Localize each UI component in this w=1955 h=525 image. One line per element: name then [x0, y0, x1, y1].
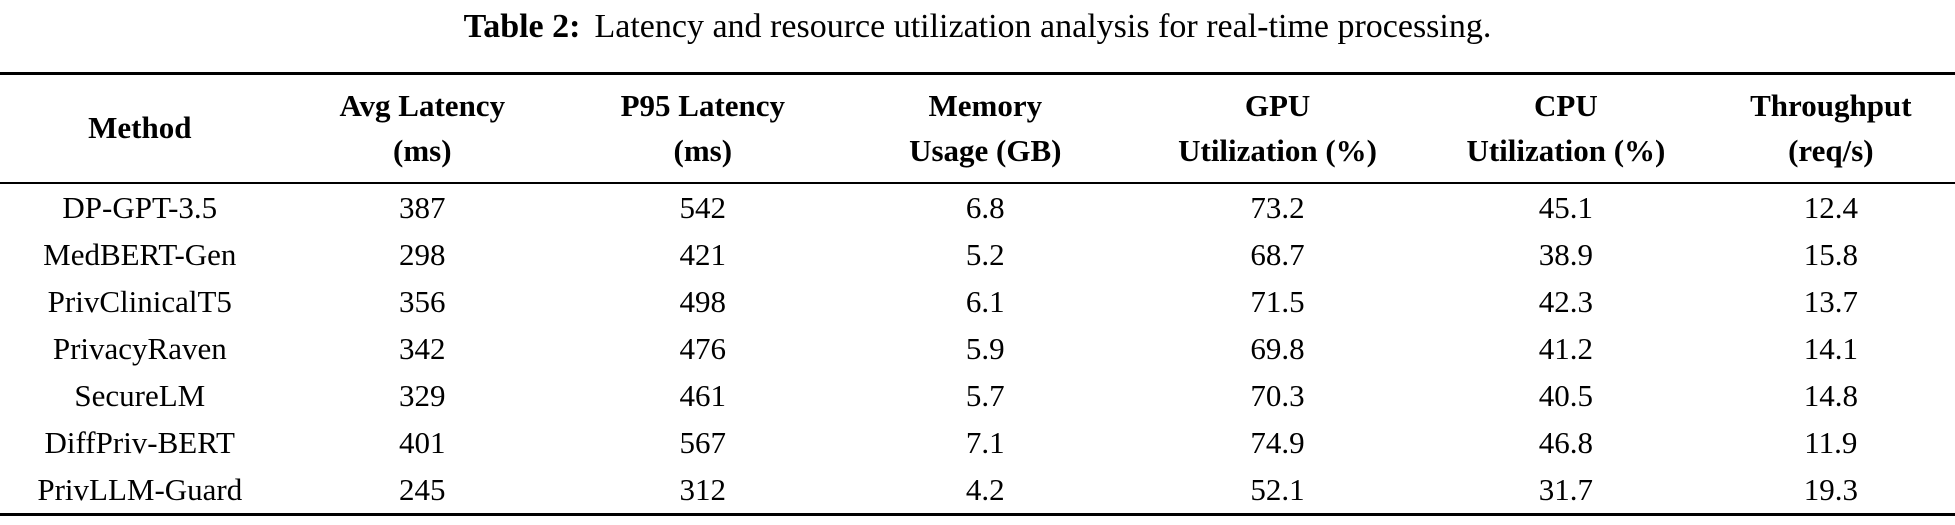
- value-cell: 5.2: [965, 237, 1005, 272]
- method-cell: PrivClinicalT5: [47, 284, 232, 319]
- col-header-line: Memory: [928, 88, 1043, 124]
- method-cell: MedBERT-Gen: [43, 237, 237, 272]
- col-header-line: Method: [88, 110, 192, 146]
- header-row: [0, 74, 1955, 184]
- col-header-line: (ms): [393, 132, 452, 168]
- value-cell: 6.1: [965, 284, 1005, 319]
- latency-resource-table: [0, 72, 1955, 516]
- caption-label: Table 2:: [463, 8, 581, 45]
- value-cell: 312: [679, 472, 727, 507]
- value-cell: 542: [679, 190, 727, 225]
- method-cell: PrivacyRaven: [52, 331, 227, 366]
- col-header-line: Throughput: [1750, 88, 1912, 124]
- value-cell: 11.9: [1804, 425, 1858, 460]
- table-caption: [0, 0, 1955, 72]
- col-header-p95-latency: [565, 74, 841, 184]
- value-cell: 71.5: [1250, 284, 1305, 319]
- value-cell: 5.9: [965, 331, 1005, 366]
- value-cell: 74.9: [1250, 425, 1305, 460]
- value-cell: 356: [399, 284, 446, 319]
- value-cell: 498: [679, 284, 727, 319]
- value-cell: 14.8: [1803, 378, 1858, 413]
- value-cell: 401: [399, 425, 446, 460]
- col-header-line: (ms): [673, 132, 733, 168]
- value-cell: 14.1: [1803, 331, 1858, 366]
- col-header-line: Utilization (%): [1178, 132, 1377, 168]
- col-header-line: Avg Latency: [339, 88, 506, 124]
- value-cell: 45.1: [1538, 190, 1594, 225]
- col-header-throughput: [1707, 74, 1955, 184]
- method-cell: SecureLM: [74, 378, 206, 413]
- value-cell: 298: [399, 237, 446, 272]
- table-row: [0, 278, 1955, 325]
- value-cell: 38.9: [1538, 237, 1594, 272]
- col-header-method: [0, 74, 280, 184]
- value-cell: 567: [679, 425, 727, 460]
- value-cell: 40.5: [1538, 378, 1594, 413]
- value-cell: 68.7: [1250, 237, 1305, 272]
- col-header-line: CPU: [1534, 88, 1598, 124]
- value-cell: 6.8: [965, 190, 1005, 225]
- value-cell: 387: [399, 190, 446, 225]
- value-cell: 69.8: [1250, 331, 1305, 366]
- value-cell: 73.2: [1250, 190, 1305, 225]
- value-cell: 15.8: [1803, 237, 1858, 272]
- value-cell: 7.1: [965, 425, 1005, 460]
- method-cell: PrivLLM-Guard: [37, 472, 243, 507]
- value-cell: 52.1: [1250, 472, 1305, 507]
- value-cell: 329: [399, 378, 446, 413]
- table-row: [0, 466, 1955, 515]
- caption-text: Latency and resource utilization analysis for real-time processing.: [594, 8, 1492, 45]
- col-header-line: P95 Latency: [620, 88, 786, 124]
- col-header-line: (req/s): [1788, 132, 1874, 168]
- col-header-line: GPU: [1244, 88, 1311, 124]
- value-cell: 46.8: [1538, 425, 1594, 460]
- value-cell: 4.2: [965, 472, 1005, 507]
- value-cell: 421: [679, 237, 727, 272]
- col-header-line: Utilization (%): [1466, 132, 1666, 168]
- table-row: [0, 325, 1955, 372]
- value-cell: 461: [679, 378, 727, 413]
- table-row: [0, 419, 1955, 466]
- value-cell: 13.7: [1803, 284, 1858, 319]
- value-cell: 42.3: [1538, 284, 1594, 319]
- col-header-avg-latency: [280, 74, 565, 184]
- value-cell: 19.3: [1803, 472, 1858, 507]
- value-cell: 342: [399, 331, 446, 366]
- value-cell: 245: [399, 472, 446, 507]
- value-cell: 70.3: [1250, 378, 1305, 413]
- value-cell: 31.7: [1538, 472, 1594, 507]
- table-row: [0, 231, 1955, 278]
- value-cell: 476: [679, 331, 727, 366]
- col-header-gpu-utilization: [1130, 74, 1425, 184]
- table-row: [0, 183, 1955, 231]
- value-cell: 41.2: [1538, 331, 1594, 366]
- table-row: [0, 372, 1955, 419]
- col-header-memory-usage: [841, 74, 1130, 184]
- col-header-cpu-utilization: [1425, 74, 1707, 184]
- method-cell: DiffPriv-BERT: [44, 425, 235, 460]
- value-cell: 12.4: [1803, 190, 1858, 225]
- method-cell: DP-GPT-3.5: [62, 190, 218, 225]
- value-cell: 5.7: [965, 378, 1005, 413]
- col-header-line: Usage (GB): [909, 132, 1062, 168]
